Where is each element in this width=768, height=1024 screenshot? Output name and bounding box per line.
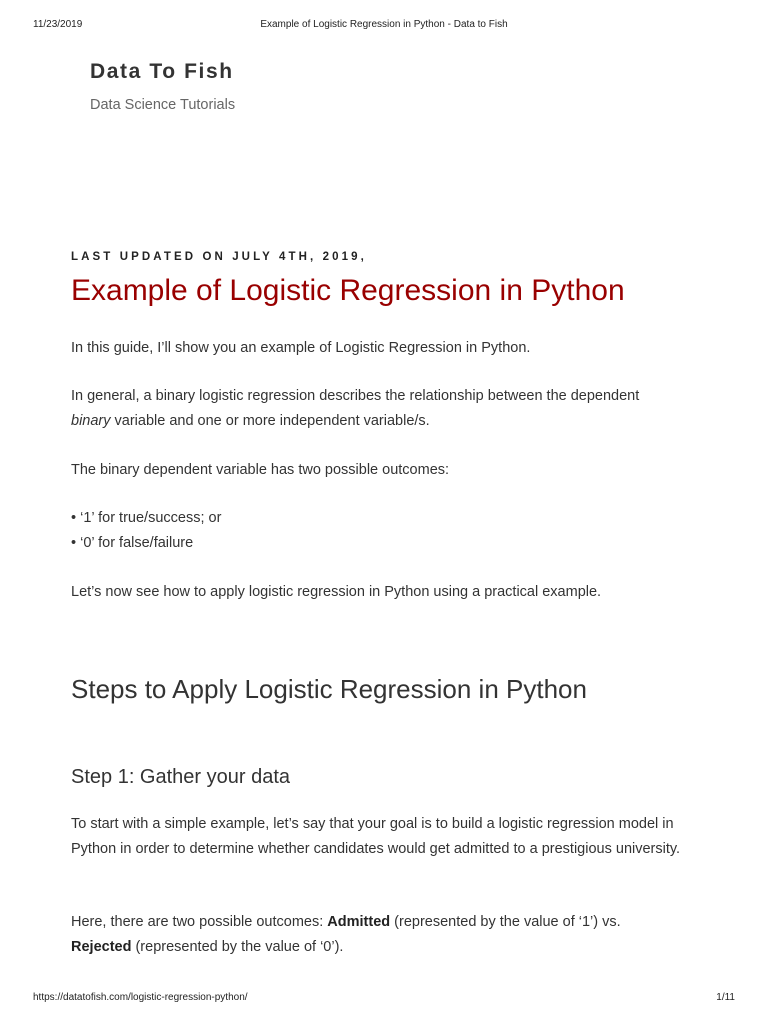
admitted-term: Admitted [327,914,391,930]
last-updated-meta: LAST UPDATED ON JULY 4TH, 2019, [71,251,367,263]
site-title[interactable]: Data To Fish [90,60,234,83]
site-tagline: Data Science Tutorials [90,97,236,113]
definition-text-2: variable and one or more independent variable/s. [110,413,430,429]
outcomes-text-1: Here, there are two possible outcomes: [71,914,328,930]
section-heading: Steps to Apply Logistic Regression in Python [71,674,587,704]
outcomes-text-3: (represented by the value of ‘0’). [131,939,344,955]
definition-text-1: In general, a binary logistic regression describes the relationship between the dependent [71,388,640,404]
step-1-heading: Step 1: Gather your data [71,766,291,788]
step-1-paragraph: To start with a simple example, let’s say that your goal is to build a logistic regression model in Python in order to determine whether candidates would get admitted to a prestigious university. [71,816,681,857]
definition-emphasis: binary [71,413,111,429]
print-page-title: Example of Logistic Regression in Python - Data to Fish [260,19,508,30]
outcomes-list [71,506,711,556]
outcomes-explanation-paragraph [71,910,711,960]
transition-paragraph: Let’s now see how to apply logistic regression in Python using a practical example. [71,584,602,600]
outcome-item-false: • ‘0’ for false/failure [71,535,194,551]
outcomes-intro-paragraph: The binary dependent variable has two possible outcomes: [71,462,450,478]
article-title: Example of Logistic Regression in Python [71,274,625,307]
print-url: https://datatofish.com/logistic-regression-python/ [33,992,248,1003]
definition-paragraph [71,384,711,434]
intro-paragraph: In this guide, I’ll show you an example of Logistic Regression in Python. [71,340,531,356]
print-date: 11/23/2019 [33,19,83,30]
outcomes-text-2: (represented by the value of ‘1’) vs. [390,914,621,930]
outcome-item-true: • ‘1’ for true/success; or [71,510,222,526]
rejected-term: Rejected [71,939,132,955]
print-page-number: 1/11 [716,992,735,1003]
